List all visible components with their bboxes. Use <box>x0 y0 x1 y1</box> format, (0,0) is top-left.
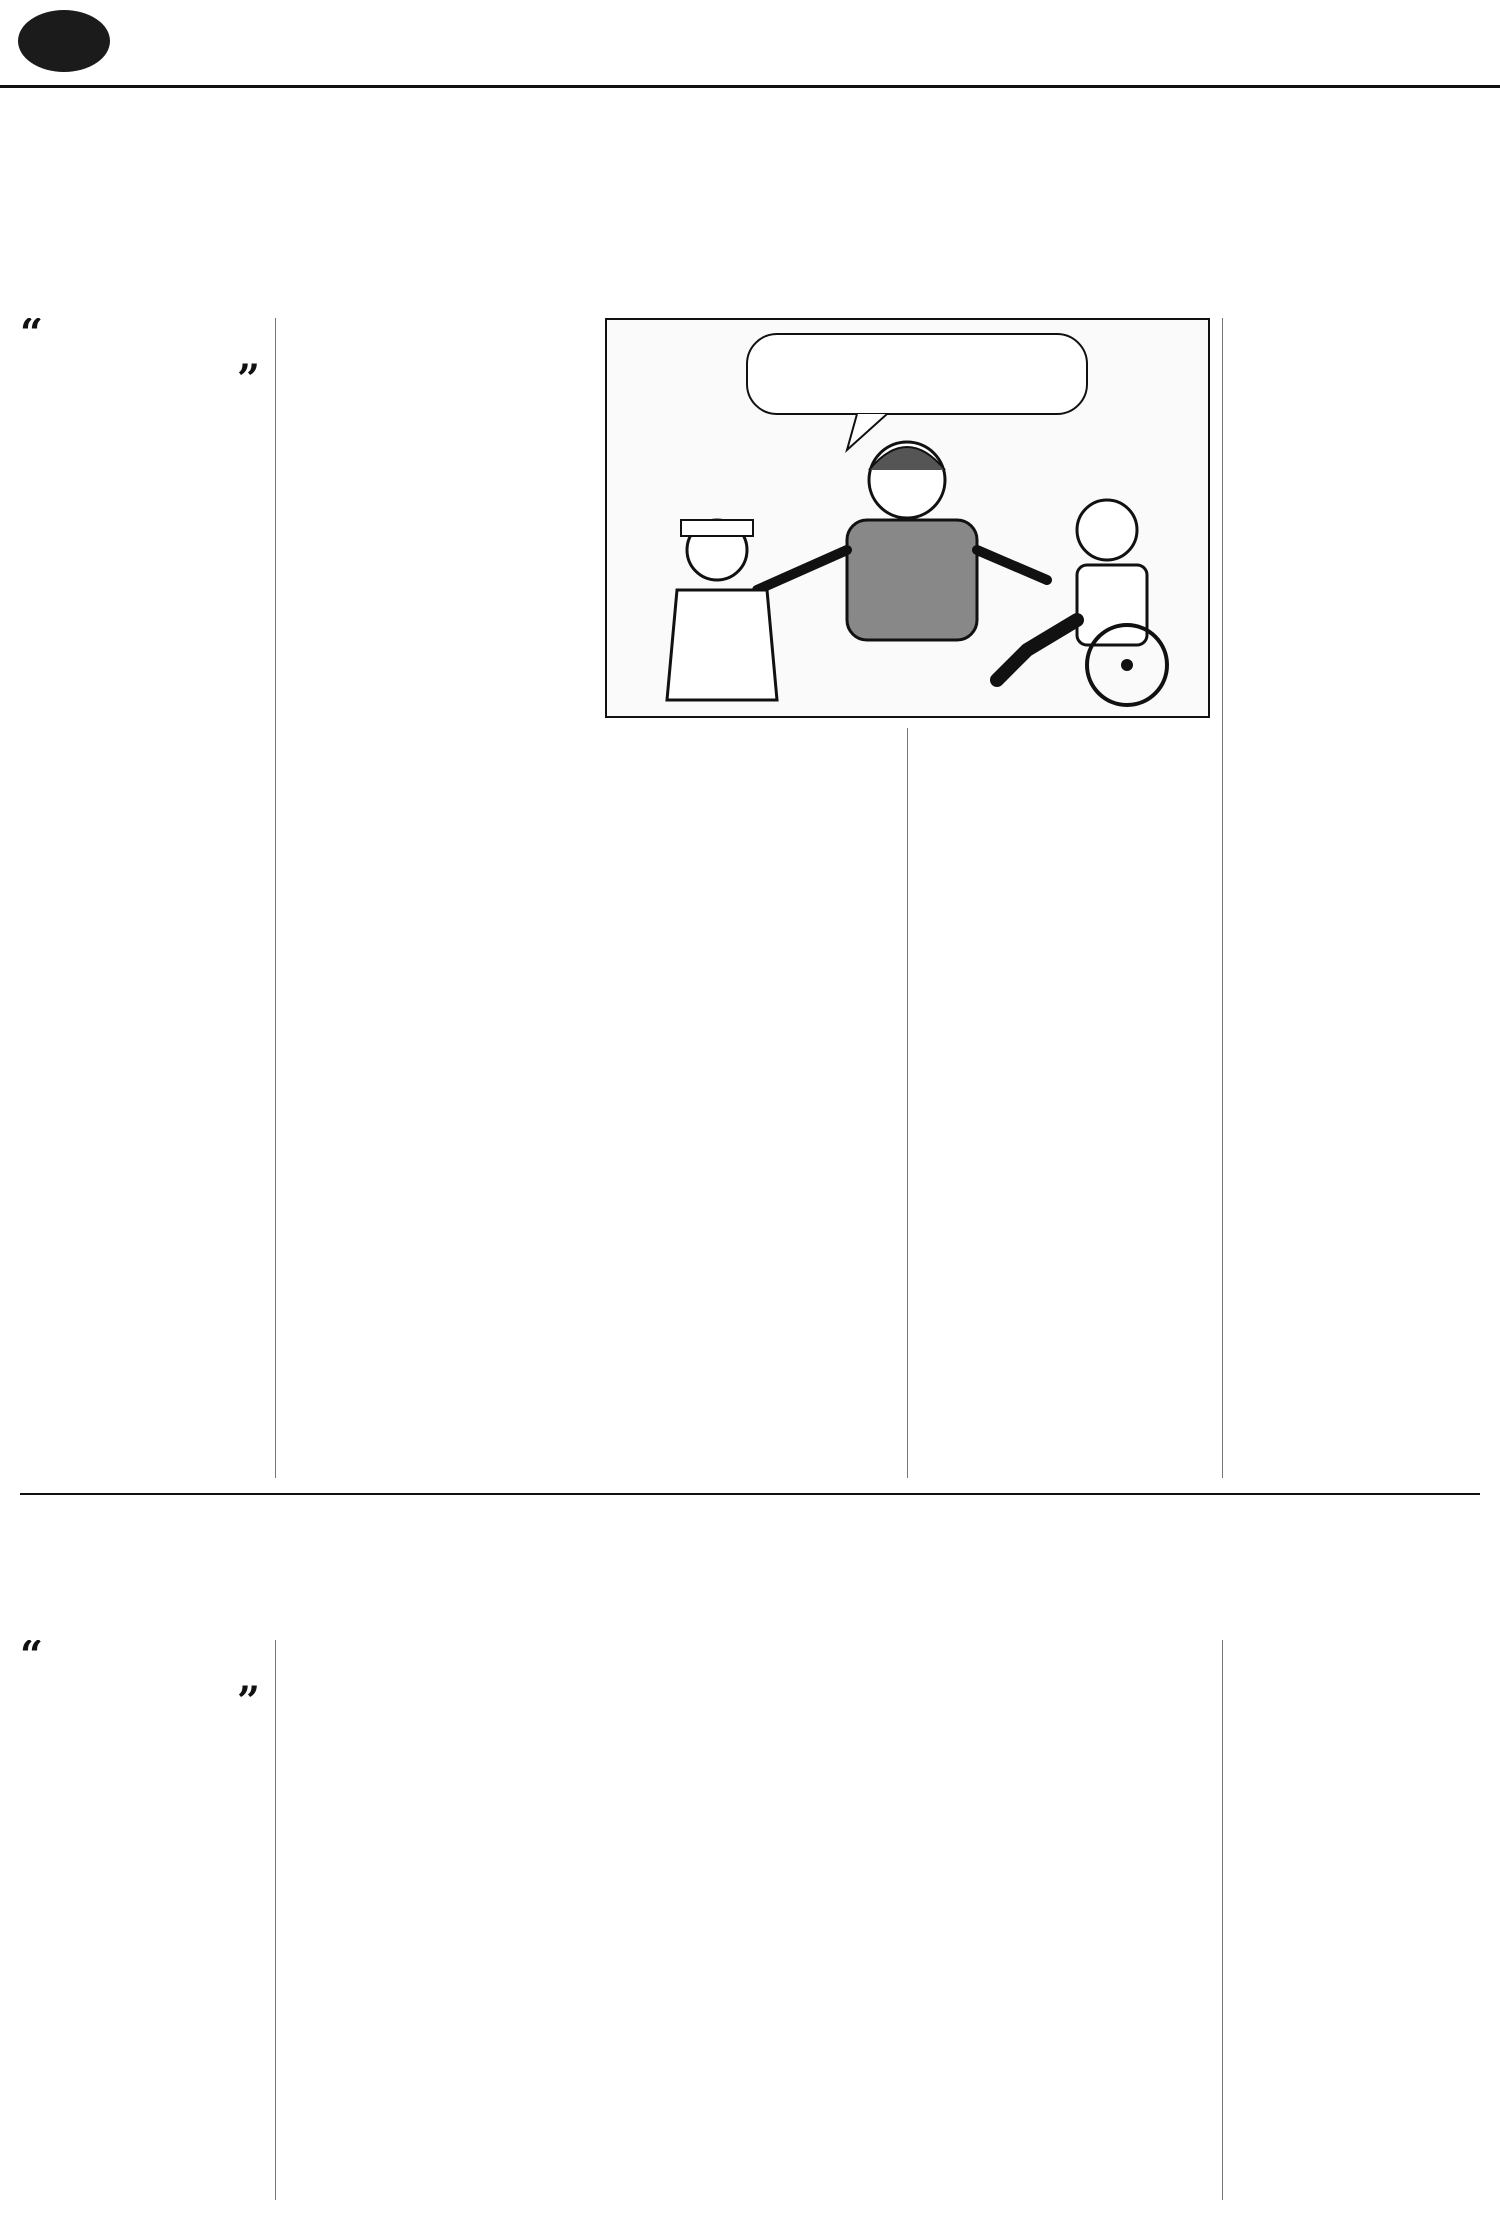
column-rule <box>275 1640 276 2200</box>
story1-column-4 <box>920 728 1210 1478</box>
column-rule <box>1222 1640 1223 2200</box>
story2-column-2 <box>290 1640 580 2200</box>
story2-column-4 <box>920 1640 1210 2200</box>
story2-column-5 <box>1235 1640 1480 2200</box>
story2-body <box>20 1640 1480 2200</box>
masthead <box>0 0 1500 88</box>
column-rule <box>907 728 908 1478</box>
paper-logo <box>560 6 940 54</box>
close-quote-icon: ” <box>236 356 260 403</box>
open-quote-icon: “ <box>20 1640 44 1679</box>
cartoon-illustration <box>607 320 1208 716</box>
story1-body <box>20 318 1480 1495</box>
story2-column-3 <box>605 1640 895 2200</box>
column-rule <box>1222 318 1223 1478</box>
story1-column-5 <box>1235 318 1480 1478</box>
close-quote-icon: ” <box>236 1678 260 1725</box>
story1-cartoon <box>605 318 1210 718</box>
story1-column-2 <box>290 318 580 1478</box>
story2-lead-column <box>20 1640 260 2060</box>
open-quote-icon: “ <box>20 318 44 357</box>
page-number-badge <box>18 10 110 72</box>
column-rule <box>275 318 276 1478</box>
story1-lead-column <box>20 318 260 1178</box>
story1-column-3 <box>605 728 895 1478</box>
